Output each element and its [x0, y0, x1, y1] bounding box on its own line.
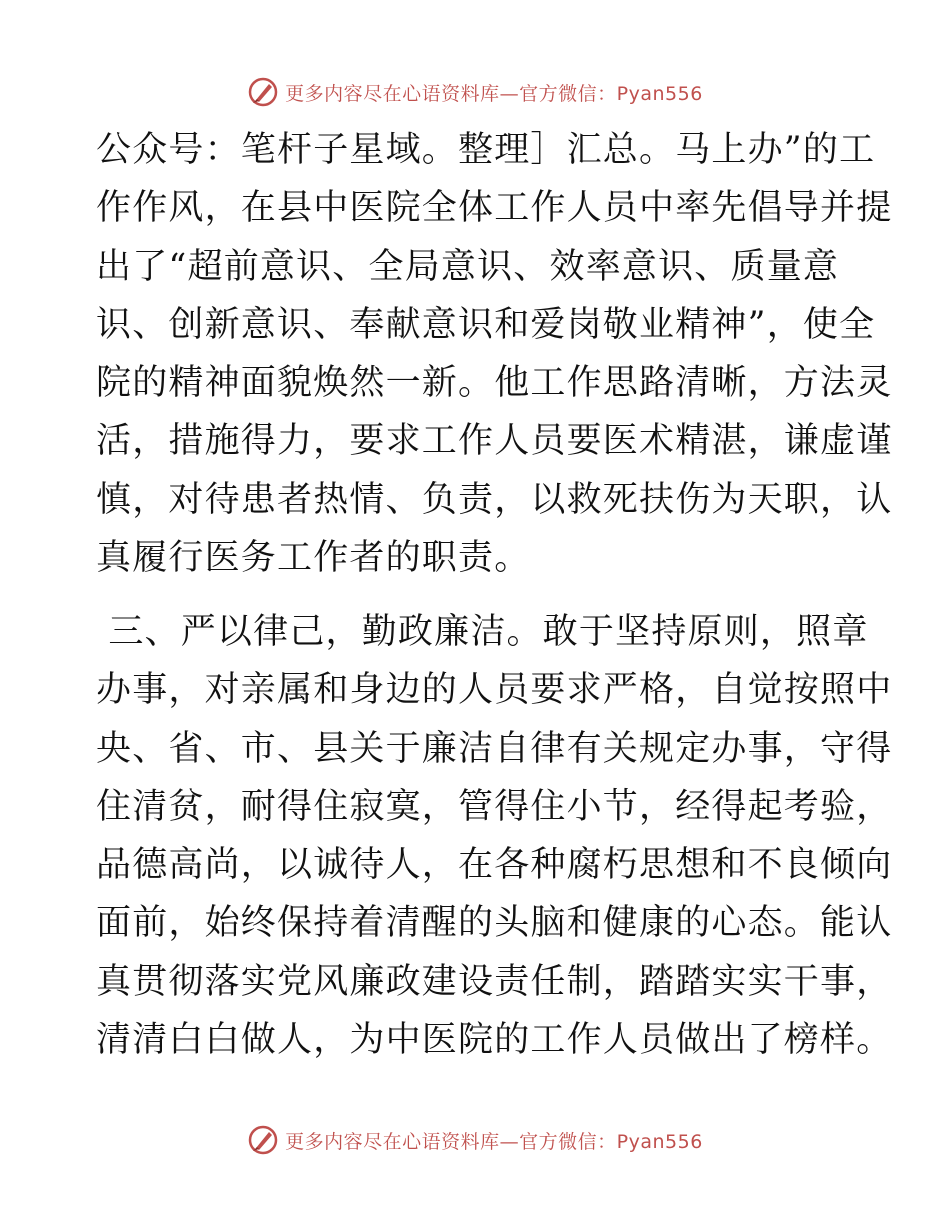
paragraph-1 — [96, 121, 893, 587]
footer-banner — [0, 1120, 950, 1160]
text-line: 清清白白做人，为中医院的工作人员做出了榜样。 — [96, 1020, 893, 1061]
text-line: 活，措施得力，要求工作人员要医术精湛，谦虚谨 — [96, 421, 893, 462]
paragraph-2 — [96, 603, 893, 1069]
text-line: 公众号：笔杆子星域。整理］汇总。马上办”的工 — [96, 130, 876, 170]
text-line: 慎，对待患者热情、负责，以救死扶伤为天职，认 — [96, 479, 893, 520]
wechat-id: Pyan556 — [616, 1130, 703, 1153]
banner-text — [285, 1127, 703, 1154]
text-line: 真履行医务工作者的职责。 — [96, 538, 531, 579]
text-line: 出了“超前意识、全局意识、效率意识、质量意 — [96, 246, 840, 287]
text-line: 院的精神面貌焕然一新。他工作思路清晰，方法灵 — [96, 363, 893, 404]
text-line: 三、严以律己，勤政廉洁。敢于坚持原则，照章 — [96, 612, 869, 652]
banner-text — [285, 79, 703, 106]
header-banner — [0, 72, 950, 112]
text-line: 品德高尚，以诚待人，在各种腐朽思想和不良倾向 — [96, 845, 893, 886]
text-line: 真贯彻落实党风廉政建设责任制，踏踏实实干事， — [96, 961, 893, 1002]
pen-logo-icon — [247, 76, 279, 108]
text-line: 央、省、市、县关于廉洁自律有关规定办事，守得 — [96, 728, 893, 769]
text-line: 办事，对亲属和身边的人员要求严格，自觉按照中 — [96, 670, 893, 711]
text-line: 面前，始终保持着清醒的头脑和健康的心态。能认 — [96, 903, 893, 944]
banner-label: 更多内容尽在心语资料库—官方微信： — [285, 82, 617, 105]
wechat-id: Pyan556 — [616, 82, 703, 105]
text-line: 住清贫，耐得住寂寞，管得住小节，经得起考验， — [96, 786, 893, 827]
pen-logo-icon — [247, 1124, 279, 1156]
text-line: 识、创新意识、奉献意识和爱岗敬业精神”，使全 — [96, 304, 876, 345]
text-line: 作作风，在县中医院全体工作人员中率先倡导并提 — [96, 188, 893, 229]
banner-label: 更多内容尽在心语资料库—官方微信： — [285, 1130, 617, 1153]
